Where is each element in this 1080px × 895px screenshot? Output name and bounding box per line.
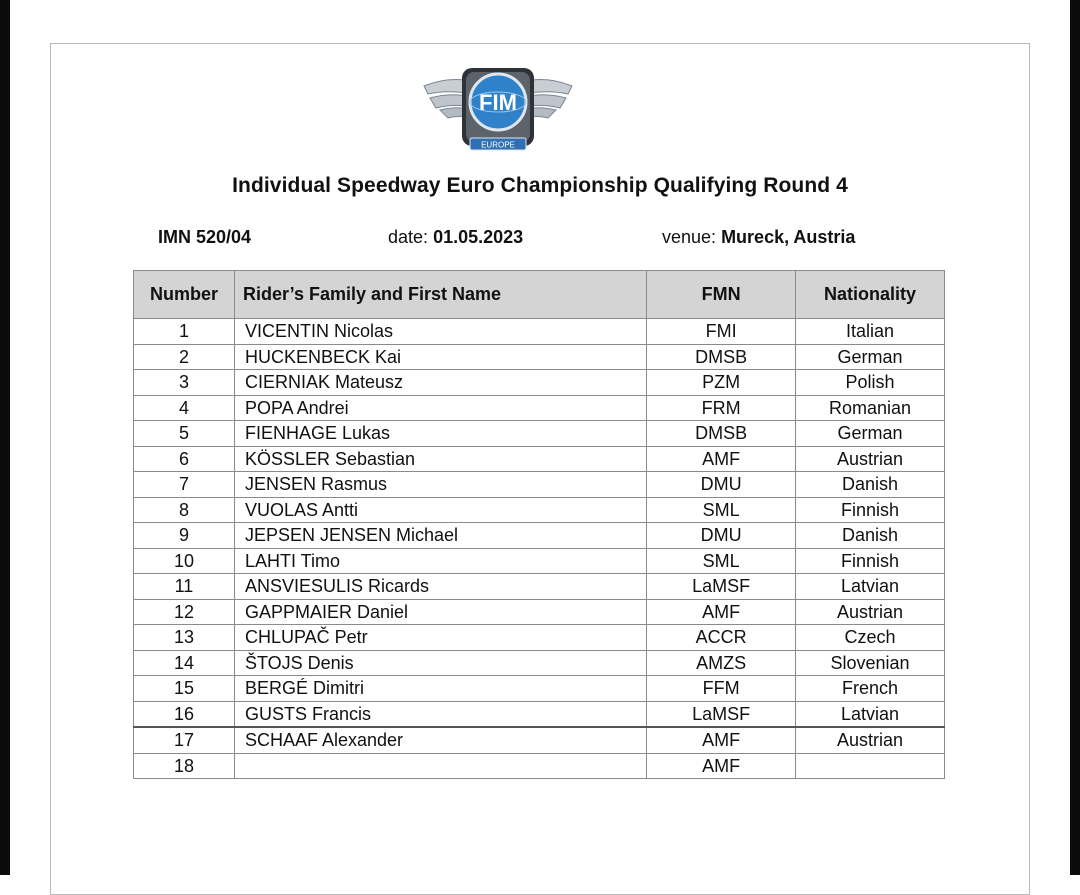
svg-text:EUROPE: EUROPE bbox=[481, 140, 515, 150]
cell-fmn: DMSB bbox=[647, 344, 796, 370]
cell-number: 1 bbox=[134, 319, 235, 345]
table-row bbox=[134, 574, 945, 600]
cell-number: 13 bbox=[134, 625, 235, 651]
svg-text:FIM: FIM bbox=[479, 90, 517, 115]
page-title: Individual Speedway Euro Championship Qualifying Round 4 bbox=[232, 174, 848, 197]
cell-fmn: PZM bbox=[647, 370, 796, 396]
cell-nationality: French bbox=[796, 676, 945, 702]
table-row bbox=[134, 727, 945, 753]
cell-number: 11 bbox=[134, 574, 235, 600]
cell-fmn: LaMSF bbox=[647, 701, 796, 727]
cell-rider-name: VUOLAS Antti bbox=[234, 497, 646, 523]
cell-number: 5 bbox=[134, 421, 235, 447]
table-row bbox=[134, 625, 945, 651]
cell-fmn: AMZS bbox=[647, 650, 796, 676]
cell-fmn: AMF bbox=[647, 753, 796, 779]
cell-rider-name: JENSEN Rasmus bbox=[234, 472, 646, 498]
table-row bbox=[134, 446, 945, 472]
table-row bbox=[134, 548, 945, 574]
cell-rider-name: SCHAAF Alexander bbox=[234, 727, 646, 753]
cell-nationality: Polish bbox=[796, 370, 945, 396]
cell-nationality: Finnish bbox=[796, 497, 945, 523]
cell-fmn: AMF bbox=[647, 599, 796, 625]
table-row bbox=[134, 344, 945, 370]
cell-rider-name: ŠTOJS Denis bbox=[234, 650, 646, 676]
cell-fmn: SML bbox=[647, 497, 796, 523]
event-venue bbox=[662, 227, 855, 248]
cell-number: 18 bbox=[134, 753, 235, 779]
cell-nationality: German bbox=[796, 421, 945, 447]
cell-rider-name: ANSVIESULIS Ricards bbox=[234, 574, 646, 600]
cell-fmn: DMSB bbox=[647, 421, 796, 447]
cell-fmn: LaMSF bbox=[647, 574, 796, 600]
cell-number: 16 bbox=[134, 701, 235, 727]
table-row bbox=[134, 421, 945, 447]
header-nationality: Nationality bbox=[796, 271, 945, 319]
cell-nationality: Austrian bbox=[796, 599, 945, 625]
cell-number: 6 bbox=[134, 446, 235, 472]
left-edge bbox=[0, 0, 10, 875]
table-row bbox=[134, 497, 945, 523]
header-rider-name: Rider’s Family and First Name bbox=[234, 271, 646, 319]
cell-rider-name: JEPSEN JENSEN Michael bbox=[234, 523, 646, 549]
date-value: 01.05.2023 bbox=[433, 227, 524, 247]
table-row bbox=[134, 472, 945, 498]
header-fmn: FMN bbox=[647, 271, 796, 319]
cell-fmn: ACCR bbox=[647, 625, 796, 651]
cell-rider-name: FIENHAGE Lukas bbox=[234, 421, 646, 447]
cell-rider-name: CIERNIAK Mateusz bbox=[234, 370, 646, 396]
cell-nationality: Slovenian bbox=[796, 650, 945, 676]
cell-nationality: Latvian bbox=[796, 701, 945, 727]
cell-fmn: FMI bbox=[647, 319, 796, 345]
cell-number: 4 bbox=[134, 395, 235, 421]
cell-nationality: Danish bbox=[796, 523, 945, 549]
cell-number: 10 bbox=[134, 548, 235, 574]
table-row bbox=[134, 676, 945, 702]
cell-fmn: SML bbox=[647, 548, 796, 574]
cell-rider-name: GAPPMAIER Daniel bbox=[234, 599, 646, 625]
cell-nationality: Finnish bbox=[796, 548, 945, 574]
table-row bbox=[134, 395, 945, 421]
cell-nationality bbox=[796, 753, 945, 779]
table-row bbox=[134, 753, 945, 779]
cell-rider-name: VICENTIN Nicolas bbox=[234, 319, 646, 345]
cell-number: 7 bbox=[134, 472, 235, 498]
fim-europe-logo-icon bbox=[418, 58, 578, 158]
imn-number: IMN 520/04 bbox=[158, 227, 252, 247]
table-header-row bbox=[134, 271, 945, 319]
cell-number: 14 bbox=[134, 650, 235, 676]
cell-nationality: Austrian bbox=[796, 727, 945, 753]
cell-fmn: FFM bbox=[647, 676, 796, 702]
table-row bbox=[134, 701, 945, 727]
cell-rider-name: GUSTS Francis bbox=[234, 701, 646, 727]
event-date bbox=[388, 227, 523, 248]
riders-table bbox=[133, 270, 945, 779]
cell-number: 2 bbox=[134, 344, 235, 370]
date-label: date: bbox=[388, 227, 429, 247]
table-row bbox=[134, 523, 945, 549]
cell-rider-name: HUCKENBECK Kai bbox=[234, 344, 646, 370]
cell-rider-name: BERGÉ Dimitri bbox=[234, 676, 646, 702]
table-row bbox=[134, 599, 945, 625]
cell-number: 9 bbox=[134, 523, 235, 549]
cell-fmn: AMF bbox=[647, 446, 796, 472]
cell-number: 8 bbox=[134, 497, 235, 523]
cell-nationality: Czech bbox=[796, 625, 945, 651]
cell-nationality: Latvian bbox=[796, 574, 945, 600]
cell-fmn: AMF bbox=[647, 727, 796, 753]
cell-rider-name bbox=[234, 753, 646, 779]
cell-number: 17 bbox=[134, 727, 235, 753]
table-row bbox=[134, 319, 945, 345]
cell-number: 12 bbox=[134, 599, 235, 625]
cell-rider-name: KÖSSLER Sebastian bbox=[234, 446, 646, 472]
cell-rider-name: LAHTI Timo bbox=[234, 548, 646, 574]
cell-rider-name: POPA Andrei bbox=[234, 395, 646, 421]
table-row bbox=[134, 370, 945, 396]
cell-fmn: DMU bbox=[647, 472, 796, 498]
venue-label: venue: bbox=[662, 227, 717, 247]
table-row bbox=[134, 650, 945, 676]
cell-nationality: Romanian bbox=[796, 395, 945, 421]
right-edge bbox=[1070, 0, 1080, 875]
cell-nationality: Italian bbox=[796, 319, 945, 345]
cell-nationality: Danish bbox=[796, 472, 945, 498]
cell-nationality: Austrian bbox=[796, 446, 945, 472]
cell-nationality: German bbox=[796, 344, 945, 370]
header-number: Number bbox=[134, 271, 235, 319]
venue-value: Mureck, Austria bbox=[721, 227, 856, 247]
cell-rider-name: CHLUPAČ Petr bbox=[234, 625, 646, 651]
cell-fmn: FRM bbox=[647, 395, 796, 421]
cell-number: 15 bbox=[134, 676, 235, 702]
cell-number: 3 bbox=[134, 370, 235, 396]
cell-fmn: DMU bbox=[647, 523, 796, 549]
